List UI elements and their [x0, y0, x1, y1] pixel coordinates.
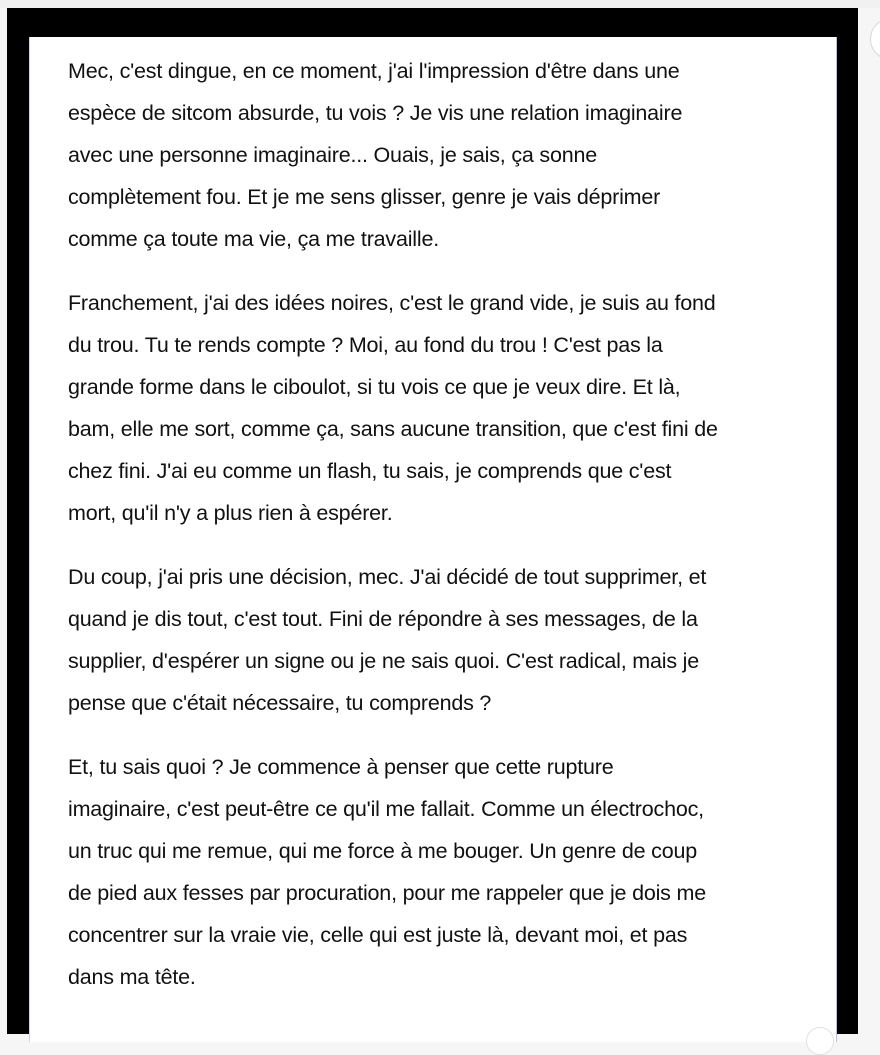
- article-line: quand je dis tout, c'est tout. Fini de répondre à ses messages, de la: [68, 607, 698, 631]
- article-content: [68, 50, 828, 1020]
- article-line: pense que c'était nécessaire, tu comprends ?: [68, 691, 492, 715]
- article-line: Et, tu sais quoi ? Je commence à penser que cette rupture: [68, 755, 614, 779]
- article-line: avec une personne imaginaire... Ouais, je sais, ça sonne: [68, 143, 597, 167]
- top-strip: [0, 0, 880, 8]
- article-line: dans ma tête.: [68, 965, 196, 989]
- article-line: chez fini. J'ai eu comme un flash, tu sais, je comprends que c'est: [68, 459, 672, 483]
- article-paragraph: [68, 746, 828, 998]
- side-action-button[interactable]: [870, 18, 880, 60]
- article-line: supplier, d'espérer un signe ou je ne sais quoi. C'est radical, mais je: [68, 649, 699, 673]
- article-line: complètement fou. Et je me sens glisser, genre je vais déprimer: [68, 185, 661, 209]
- article-line: Franchement, j'ai des idées noires, c'est le grand vide, je suis au fond: [68, 291, 716, 315]
- article-line: concentrer sur la vraie vie, celle qui est juste là, devant moi, et pas: [68, 923, 688, 947]
- article-paragraph: [68, 282, 828, 534]
- article-line: bam, elle me sort, comme ça, sans aucune transition, que c'est fini de: [68, 417, 718, 441]
- article-line: espèce de sitcom absurde, tu vois ? Je vis une relation imaginaire: [68, 101, 683, 125]
- article-paragraph: [68, 50, 828, 260]
- article-paragraph: [68, 556, 828, 724]
- article-line: mort, qu'il n'y a plus rien à espérer.: [68, 501, 393, 525]
- scroll-indicator: [806, 1027, 834, 1055]
- article-line: du trou. Tu te rends compte ? Moi, au fond du trou ! C'est pas la: [68, 333, 663, 357]
- article-line: un truc qui me remue, qui me force à me bouger. Un genre de coup: [68, 839, 697, 863]
- article-line: comme ça toute ma vie, ça me travaille.: [68, 227, 439, 251]
- article-line: imaginaire, c'est peut-être ce qu'il me fallait. Comme un électrochoc,: [68, 797, 704, 821]
- article-line: Du coup, j'ai pris une décision, mec. J'ai décidé de tout supprimer, et: [68, 565, 707, 589]
- article-line: Mec, c'est dingue, en ce moment, j'ai l'impression d'être dans une: [68, 59, 680, 83]
- article-line: de pied aux fesses par procuration, pour me rappeler que je dois me: [68, 881, 706, 905]
- article-line: grande forme dans le ciboulot, si tu vois ce que je veux dire. Et là,: [68, 375, 681, 399]
